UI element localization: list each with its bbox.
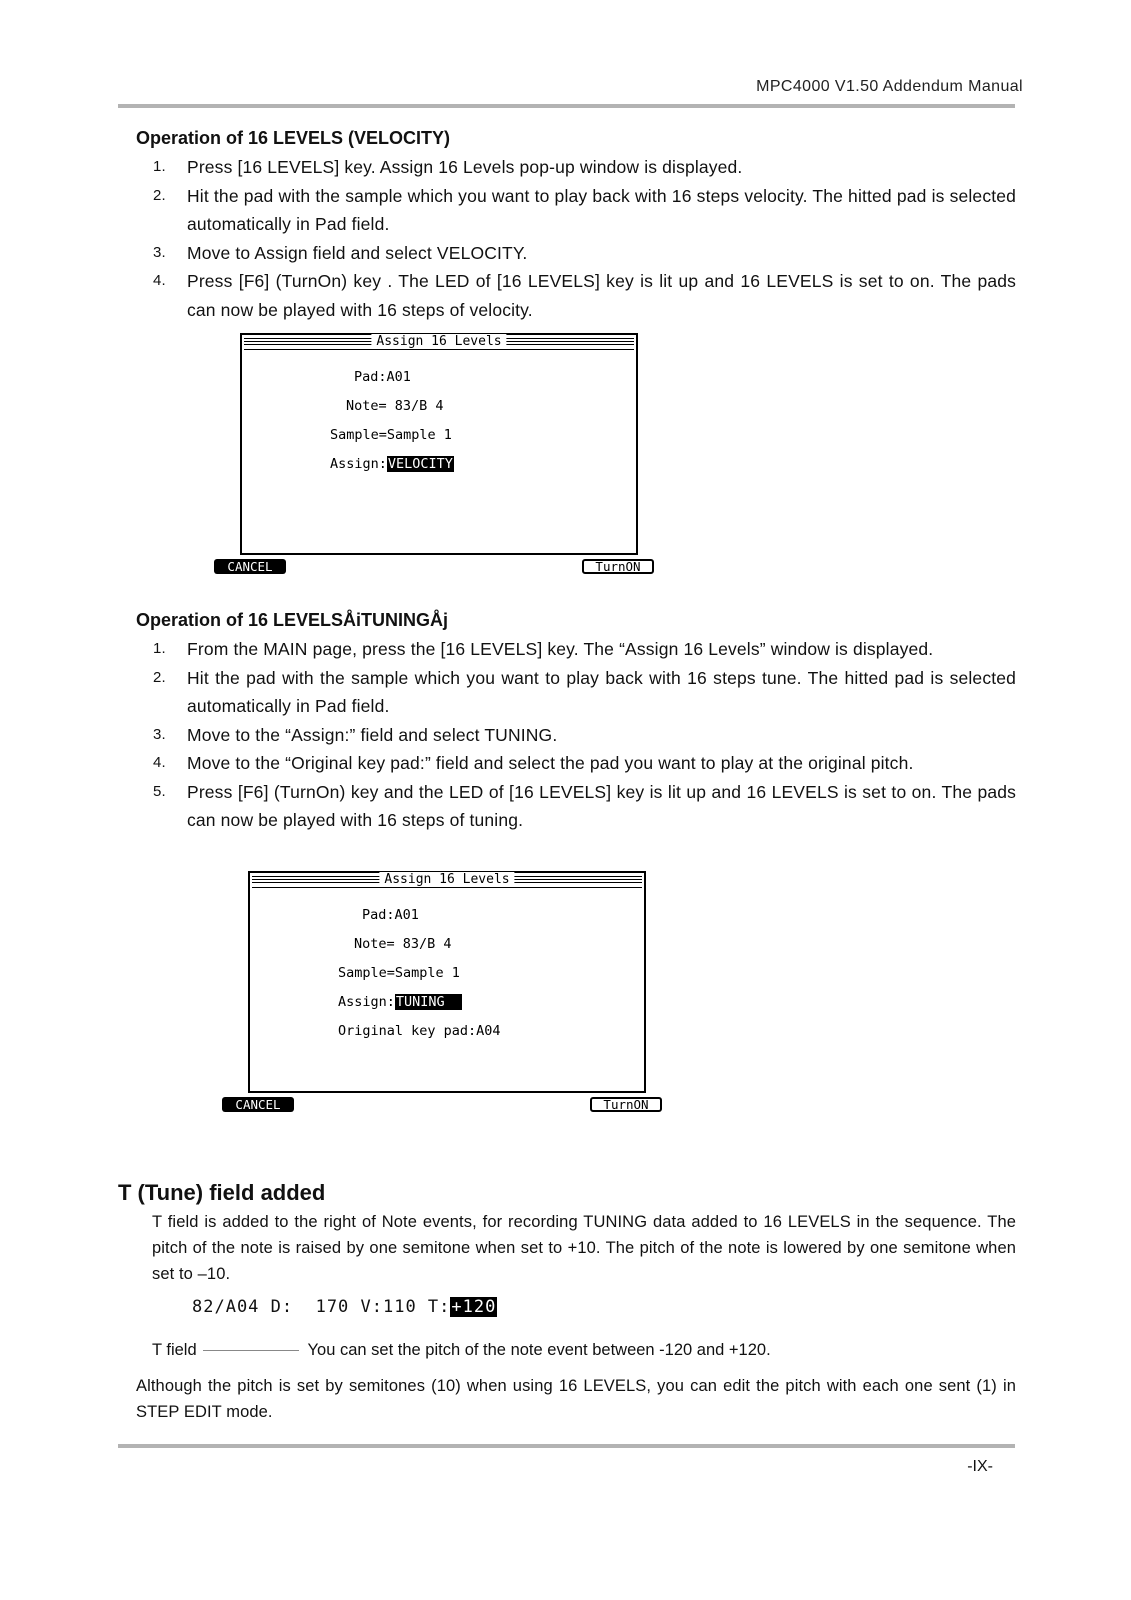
assign-label: Assign: <box>330 456 387 472</box>
step-number: 2. <box>153 186 166 204</box>
step-text: From the MAIN page, press the [16 LEVELS] key. The “Assign 16 Levels” window is displayed. <box>187 639 934 659</box>
lcd-window-title: Assign 16 Levels <box>379 872 514 887</box>
sample-field[interactable]: Sample=Sample 1 <box>338 965 460 981</box>
step-number: 3. <box>153 243 166 261</box>
note-field[interactable]: Note= 83/B 4 <box>354 936 452 952</box>
t-field-definition <box>152 1337 771 1363</box>
list-item <box>150 664 1016 721</box>
pad-field[interactable]: Pad:A01 <box>362 907 419 923</box>
leader-line <box>203 1350 299 1351</box>
closing-paragraph: Although the pitch is set by semitones (10) when using 16 LEVELS, you can edit the pitch with each one sent (1) in STEP EDIT mode. <box>136 1377 1016 1421</box>
sample-field[interactable]: Sample=Sample 1 <box>330 427 452 443</box>
note-event-line <box>192 1297 497 1317</box>
header-rule <box>118 104 1015 108</box>
step-text: Move to the “Original key pad:” field and select the pad you want to play at the original pitch. <box>187 753 914 773</box>
lcd-window <box>248 871 646 1093</box>
list-item <box>150 153 1016 182</box>
lcd-window-title: Assign 16 Levels <box>371 334 506 349</box>
field-name: T field <box>152 1341 197 1359</box>
step-number: 1. <box>153 640 166 657</box>
section-tuning-heading: Operation of 16 LEVELSÅiTUNINGÅj <box>136 610 449 630</box>
assign-value[interactable]: TUNING <box>395 994 461 1010</box>
assign-label: Assign: <box>338 994 395 1010</box>
lcd-title-bar <box>250 873 644 888</box>
list-item <box>150 721 1016 750</box>
list-item <box>150 749 1016 778</box>
velocity-steps-list <box>150 153 1016 324</box>
assign-field[interactable] <box>330 456 454 472</box>
turnon-button[interactable]: TurnON <box>590 1097 662 1112</box>
step-number: 4. <box>153 272 166 289</box>
tune-field-heading: T (Tune) field added <box>118 1180 326 1205</box>
step-text: Press [F6] (TurnOn) key . The LED of [16 LEVELS] key is lit up and 16 LEVELS is set to on. The pads can now be played with 16 steps of velocity. <box>187 271 1016 320</box>
field-description: You can set the pitch of the note event between -120 and +120. <box>307 1341 771 1359</box>
assign-value[interactable]: VELOCITY <box>387 456 453 472</box>
t-value[interactable]: +120 <box>451 1297 497 1317</box>
lcd-window <box>240 333 638 555</box>
list-item <box>150 239 1016 268</box>
lcd-title-bar <box>242 335 636 350</box>
tuning-steps-list <box>150 635 1016 835</box>
step-number: 2. <box>153 668 166 686</box>
step-number: 3. <box>153 725 166 743</box>
event-prefix: 82/A04 D: 170 V:110 T: <box>192 1297 451 1317</box>
step-text: Move to the “Assign:” field and select TUNING. <box>187 724 558 745</box>
cancel-button[interactable]: CANCEL <box>214 559 286 574</box>
step-number: 5. <box>153 782 166 800</box>
original-key-pad-field[interactable]: Original key pad:A04 <box>338 1023 501 1039</box>
cancel-button[interactable]: CANCEL <box>222 1097 294 1112</box>
velocity-lcd-screenshot <box>214 333 674 593</box>
step-text: Move to Assign field and select VELOCITY. <box>187 242 528 263</box>
tune-field-description: T field is added to the right of Note events, for recording TUNING data added to 16 LEVELS in the sequence. The pitch of the note is raised by one semitone when set to +10. The pitch of the note is lowered by one semitone when set to –10. <box>152 1213 1016 1283</box>
step-number: 1. <box>153 158 166 175</box>
manual-title: MPC4000 V1.50 Addendum Manual <box>756 78 1023 95</box>
step-text: Press [16 LEVELS] key. Assign 16 Levels pop-up window is displayed. <box>187 157 743 177</box>
list-item <box>150 778 1016 835</box>
step-text: Hit the pad with the sample which you want to play back with 16 steps velocity. The hitted pad is selected automatically in Pad field. <box>187 185 1016 234</box>
pad-field[interactable]: Pad:A01 <box>354 369 411 385</box>
tuning-lcd-screenshot <box>222 871 682 1131</box>
page-number: -IX- <box>967 1458 993 1475</box>
turnon-button[interactable]: TurnON <box>582 559 654 574</box>
section-velocity-heading: Operation of 16 LEVELS (VELOCITY) <box>136 128 451 148</box>
note-field[interactable]: Note= 83/B 4 <box>346 398 444 414</box>
list-item <box>150 635 1016 664</box>
footer-rule <box>118 1444 1015 1448</box>
step-text: Hit the pad with the sample which you want to play back with 16 steps tune. The hitted pad is selected automatically in Pad field. <box>187 667 1016 716</box>
step-text: Press [F6] (TurnOn) key and the LED of [16 LEVELS] key is lit up and 16 LEVELS is set to on. The pads can now be played with 16 steps of tuning. <box>187 781 1016 830</box>
list-item <box>150 267 1016 324</box>
step-number: 4. <box>153 754 166 771</box>
assign-field[interactable] <box>338 994 462 1010</box>
list-item <box>150 182 1016 239</box>
